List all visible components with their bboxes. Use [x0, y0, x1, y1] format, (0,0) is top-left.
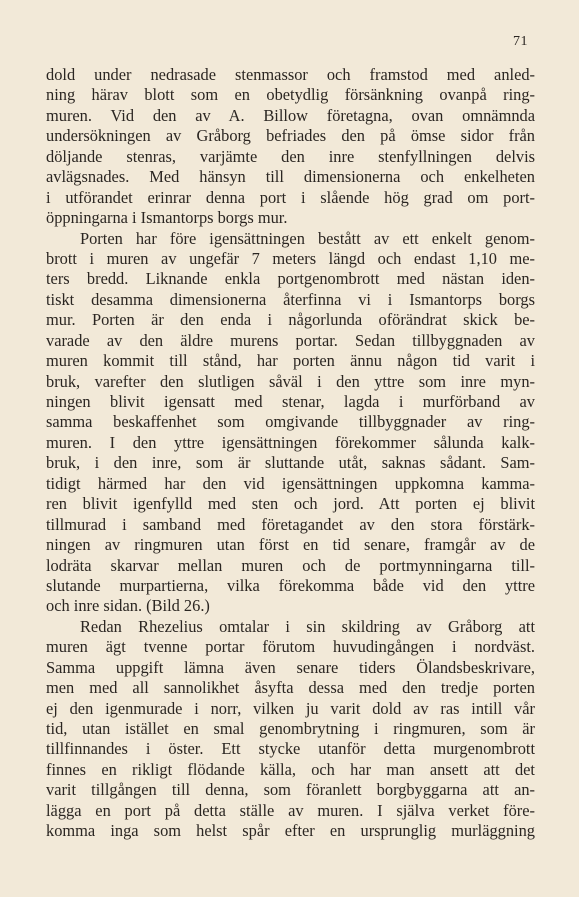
text-line: men med all sannolikhet åsyfta dessa med den tredje porten: [46, 678, 535, 698]
text-line: slutande murpartierna, vilka förekomma både vid den yttre: [46, 575, 535, 595]
text-line: finnes en rikligt flödande källa, och har man ansett att det: [46, 759, 535, 779]
text-line: mur. Porten är den enda i någorlunda oförändrat skick be-: [46, 310, 535, 330]
text-line: i utförandet erinrar denna port i slående hög grad om port-: [46, 187, 535, 207]
text-line: muren kommit till stånd, har porten ännu någon tid varit i: [46, 351, 535, 371]
text-line: dold under nedrasade stenmassor och framstod med anled-: [46, 65, 535, 84]
text-line: lodräta skarvar mellan muren och de portmynningarna till-: [46, 555, 535, 575]
text-line: tillmurad i samband med företagandet av den stora förstärk-: [46, 514, 535, 534]
text-line: ningen blivit igensatt med stenar, lagda i murförband av: [46, 392, 535, 411]
text-line: lägga en port på detta ställe av muren. I själva verket före-: [46, 800, 535, 820]
body-text: [46, 65, 535, 842]
text-line: avlägsnades. Med hänsyn till dimensionerna och enkelheten: [46, 167, 535, 187]
text-line: döljande stenras, varjämte den inre stenfyllningen delvis: [46, 146, 535, 166]
text-line: ning härav blott som en obetydlig försänkning ovanpå ring-: [46, 85, 535, 105]
text-line: varade av den äldre murens portar. Sedan tillbyggnaden av: [46, 330, 535, 350]
text-line: tid, utan istället en smal genombrytning i ringmuren, som är: [46, 719, 535, 738]
text-line: och inre sidan. (Bild 26.): [46, 596, 210, 616]
text-line: öppningarna i Ismantorps borgs mur.: [46, 208, 288, 228]
text-line: ej den igenmurade i norr, vilken ju varit dold av ras intill vår: [46, 698, 535, 718]
text-line: tidigt härmed har den vid igensättningen uppkomna kamma-: [46, 473, 535, 493]
text-line: samma beskaffenhet som omgivande tillbyggnader av ring-: [46, 412, 535, 432]
text-line: muren ägt tvenne portar förutom huvudingången i nordväst.: [46, 637, 535, 657]
text-line: ren blivit igenfylld med sten och jord. Att porten ej blivit: [46, 494, 535, 514]
text-line: bruk, varefter den slutligen såväl i den yttre som inre myn-: [46, 371, 535, 391]
text-line: muren. I den yttre igensättningen förekommer sålunda kalk-: [46, 432, 535, 452]
text-line: brott i muren av ungefär 7 meters längd och endast 1,10 me-: [46, 248, 535, 268]
text-line: Samma uppgift lämna även senare tiders Ölandsbeskrivare,: [46, 657, 535, 677]
text-line: tiskt desamma dimensionerna återfinna vi i Ismantorps borgs: [46, 289, 535, 309]
text-line: ters bredd. Liknande enkla portgenombrott med nästan iden-: [46, 269, 535, 289]
text-line: komma inga som helst spår efter en ursprunglig murläggning: [46, 821, 535, 841]
text-line: tillfinnandes i öster. Ett stycke utanför detta murgenombrott: [46, 739, 535, 759]
text-line: Porten har före igensättningen bestått av ett enkelt genom-: [80, 228, 535, 248]
text-line: muren. Vid den av A. Billow företagna, ovan omnämnda: [46, 105, 535, 125]
text-line: undersökningen av Gråborg befriades den på ömse sidor från: [46, 126, 535, 146]
text-line: bruk, i den inre, som är sluttande utåt, saknas sådant. Sam-: [46, 453, 535, 473]
text-line: ningen av ringmuren utan först en tid senare, framgår av de: [46, 535, 535, 555]
text-line: Redan Rhezelius omtalar i sin skildring av Gråborg att: [80, 616, 535, 636]
page-number: 71: [513, 34, 528, 49]
text-line: varit tillgången till denna, som föranlett borgbyggarna att an-: [46, 780, 535, 800]
